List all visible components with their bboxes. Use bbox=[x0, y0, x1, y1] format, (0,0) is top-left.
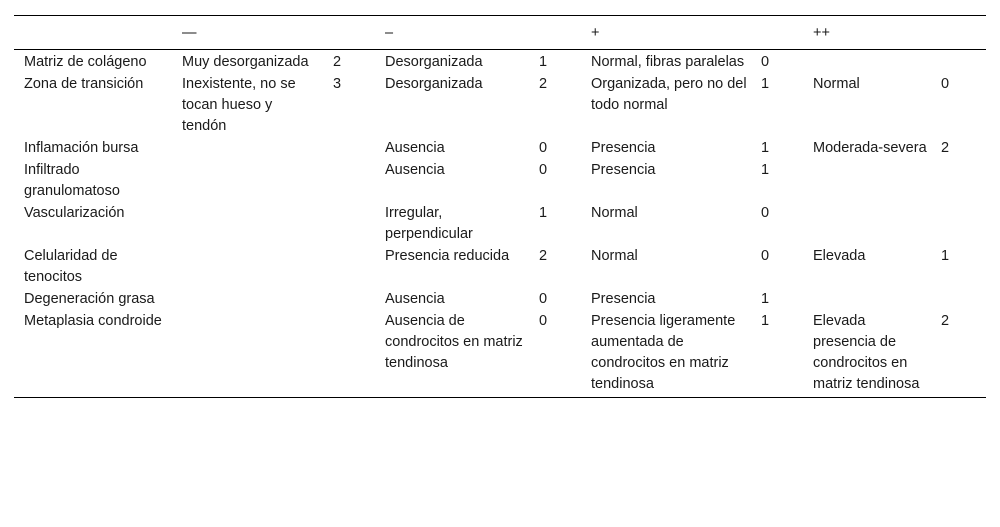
cell-description: Normal bbox=[591, 248, 638, 264]
header-cell-very-positive: ++ bbox=[813, 24, 830, 41]
cell-score bbox=[323, 245, 375, 288]
cell-score bbox=[323, 310, 375, 398]
row-parameter: Vascularización bbox=[24, 205, 125, 221]
cell-score: 0 bbox=[761, 248, 770, 264]
cell-score bbox=[931, 159, 986, 202]
row-parameter: Zona de transición bbox=[24, 76, 144, 92]
table-row bbox=[14, 137, 986, 159]
cell-description: Normal, fibras paralelas bbox=[591, 54, 745, 70]
cell-description: Irregular, perpendicular bbox=[385, 205, 473, 242]
cell-description: Normal bbox=[591, 205, 638, 221]
cell-score: 1 bbox=[761, 291, 770, 307]
cell-score: 3 bbox=[333, 76, 342, 92]
row-parameter: Metaplasia condroide bbox=[24, 313, 162, 329]
table-row bbox=[14, 288, 986, 310]
cell-description: Ausencia de condrocitos en matriz tendinosa bbox=[385, 313, 523, 371]
header-cell-very-negative: — bbox=[182, 24, 197, 41]
header-cell-score-4 bbox=[931, 16, 986, 50]
cell-score: 0 bbox=[539, 140, 548, 156]
row-parameter: Celularidad de tenocitos bbox=[24, 248, 118, 285]
cell-description: Presencia reducida bbox=[385, 248, 510, 264]
cell-description: Ausencia bbox=[385, 291, 445, 307]
cell-description: Normal bbox=[813, 76, 860, 92]
table-header bbox=[14, 16, 986, 50]
table-row bbox=[14, 159, 986, 202]
row-parameter: Degeneración grasa bbox=[24, 291, 155, 307]
cell-description bbox=[172, 159, 323, 202]
cell-score: 0 bbox=[539, 313, 548, 329]
cell-score: 1 bbox=[761, 162, 770, 178]
cell-score: 1 bbox=[941, 248, 950, 264]
cell-description bbox=[172, 245, 323, 288]
header-cell-score-3 bbox=[751, 16, 803, 50]
cell-score: 1 bbox=[539, 205, 548, 221]
cell-description: Presencia bbox=[591, 162, 656, 178]
cell-score: 2 bbox=[333, 54, 342, 70]
cell-score bbox=[931, 50, 986, 74]
table-row bbox=[14, 245, 986, 288]
cell-score: 1 bbox=[761, 313, 770, 329]
cell-score: 1 bbox=[761, 76, 770, 92]
cell-description: Presencia bbox=[591, 291, 656, 307]
table-row bbox=[14, 73, 986, 137]
cell-score bbox=[931, 202, 986, 245]
header-cell-score-1 bbox=[323, 16, 375, 50]
cell-score: 2 bbox=[539, 76, 548, 92]
cell-score: 0 bbox=[941, 76, 950, 92]
cell-score: 0 bbox=[761, 54, 770, 70]
cell-description: Presencia bbox=[591, 140, 656, 156]
cell-score: 1 bbox=[539, 54, 548, 70]
cell-description bbox=[172, 202, 323, 245]
cell-score bbox=[323, 288, 375, 310]
cell-description: Organizada, pero no del todo normal bbox=[591, 76, 747, 113]
cell-description: Moderada-severa bbox=[813, 140, 927, 156]
cell-description: Presencia ligeramente aumentada de condrocitos en matriz tendinosa bbox=[591, 313, 736, 392]
cell-description: Ausencia bbox=[385, 140, 445, 156]
cell-score: 0 bbox=[539, 291, 548, 307]
cell-score bbox=[931, 288, 986, 310]
cell-score bbox=[323, 202, 375, 245]
cell-description bbox=[172, 288, 323, 310]
cell-description: Muy desorganizada bbox=[182, 54, 309, 70]
cell-description: Desorganizada bbox=[385, 76, 483, 92]
cell-description: Desorganizada bbox=[385, 54, 483, 70]
cell-description bbox=[803, 288, 931, 310]
cell-score: 2 bbox=[941, 313, 950, 329]
cell-score: 2 bbox=[941, 140, 950, 156]
scoring-table bbox=[14, 15, 986, 398]
cell-description: Elevada presencia de condrocitos en matriz tendinosa bbox=[813, 313, 920, 392]
header-cell-negative: – bbox=[385, 24, 394, 41]
cell-score bbox=[323, 159, 375, 202]
table-row bbox=[14, 202, 986, 245]
row-parameter: Inflamación bursa bbox=[24, 140, 139, 156]
table-body bbox=[14, 50, 986, 398]
cell-score: 0 bbox=[539, 162, 548, 178]
cell-description: Inexistente, no se tocan hueso y tendón bbox=[182, 76, 296, 134]
header-cell-score-2 bbox=[529, 16, 581, 50]
header-row bbox=[14, 16, 986, 50]
table-row bbox=[14, 310, 986, 398]
cell-description bbox=[803, 50, 931, 74]
cell-score: 1 bbox=[761, 140, 770, 156]
cell-score: 0 bbox=[761, 205, 770, 221]
cell-description: Ausencia bbox=[385, 162, 445, 178]
row-parameter: Matriz de colágeno bbox=[24, 54, 147, 70]
header-cell-positive: + bbox=[591, 24, 600, 41]
cell-description bbox=[172, 310, 323, 398]
scoring-table-container bbox=[14, 15, 986, 398]
cell-description: Elevada bbox=[813, 248, 866, 264]
cell-score: 2 bbox=[539, 248, 548, 264]
table-row bbox=[14, 50, 986, 74]
cell-description bbox=[803, 159, 931, 202]
header-cell-parameter bbox=[14, 16, 172, 50]
cell-description bbox=[803, 202, 931, 245]
row-parameter: Infiltrado granulomatoso bbox=[24, 162, 120, 199]
cell-score bbox=[323, 137, 375, 159]
cell-description bbox=[172, 137, 323, 159]
